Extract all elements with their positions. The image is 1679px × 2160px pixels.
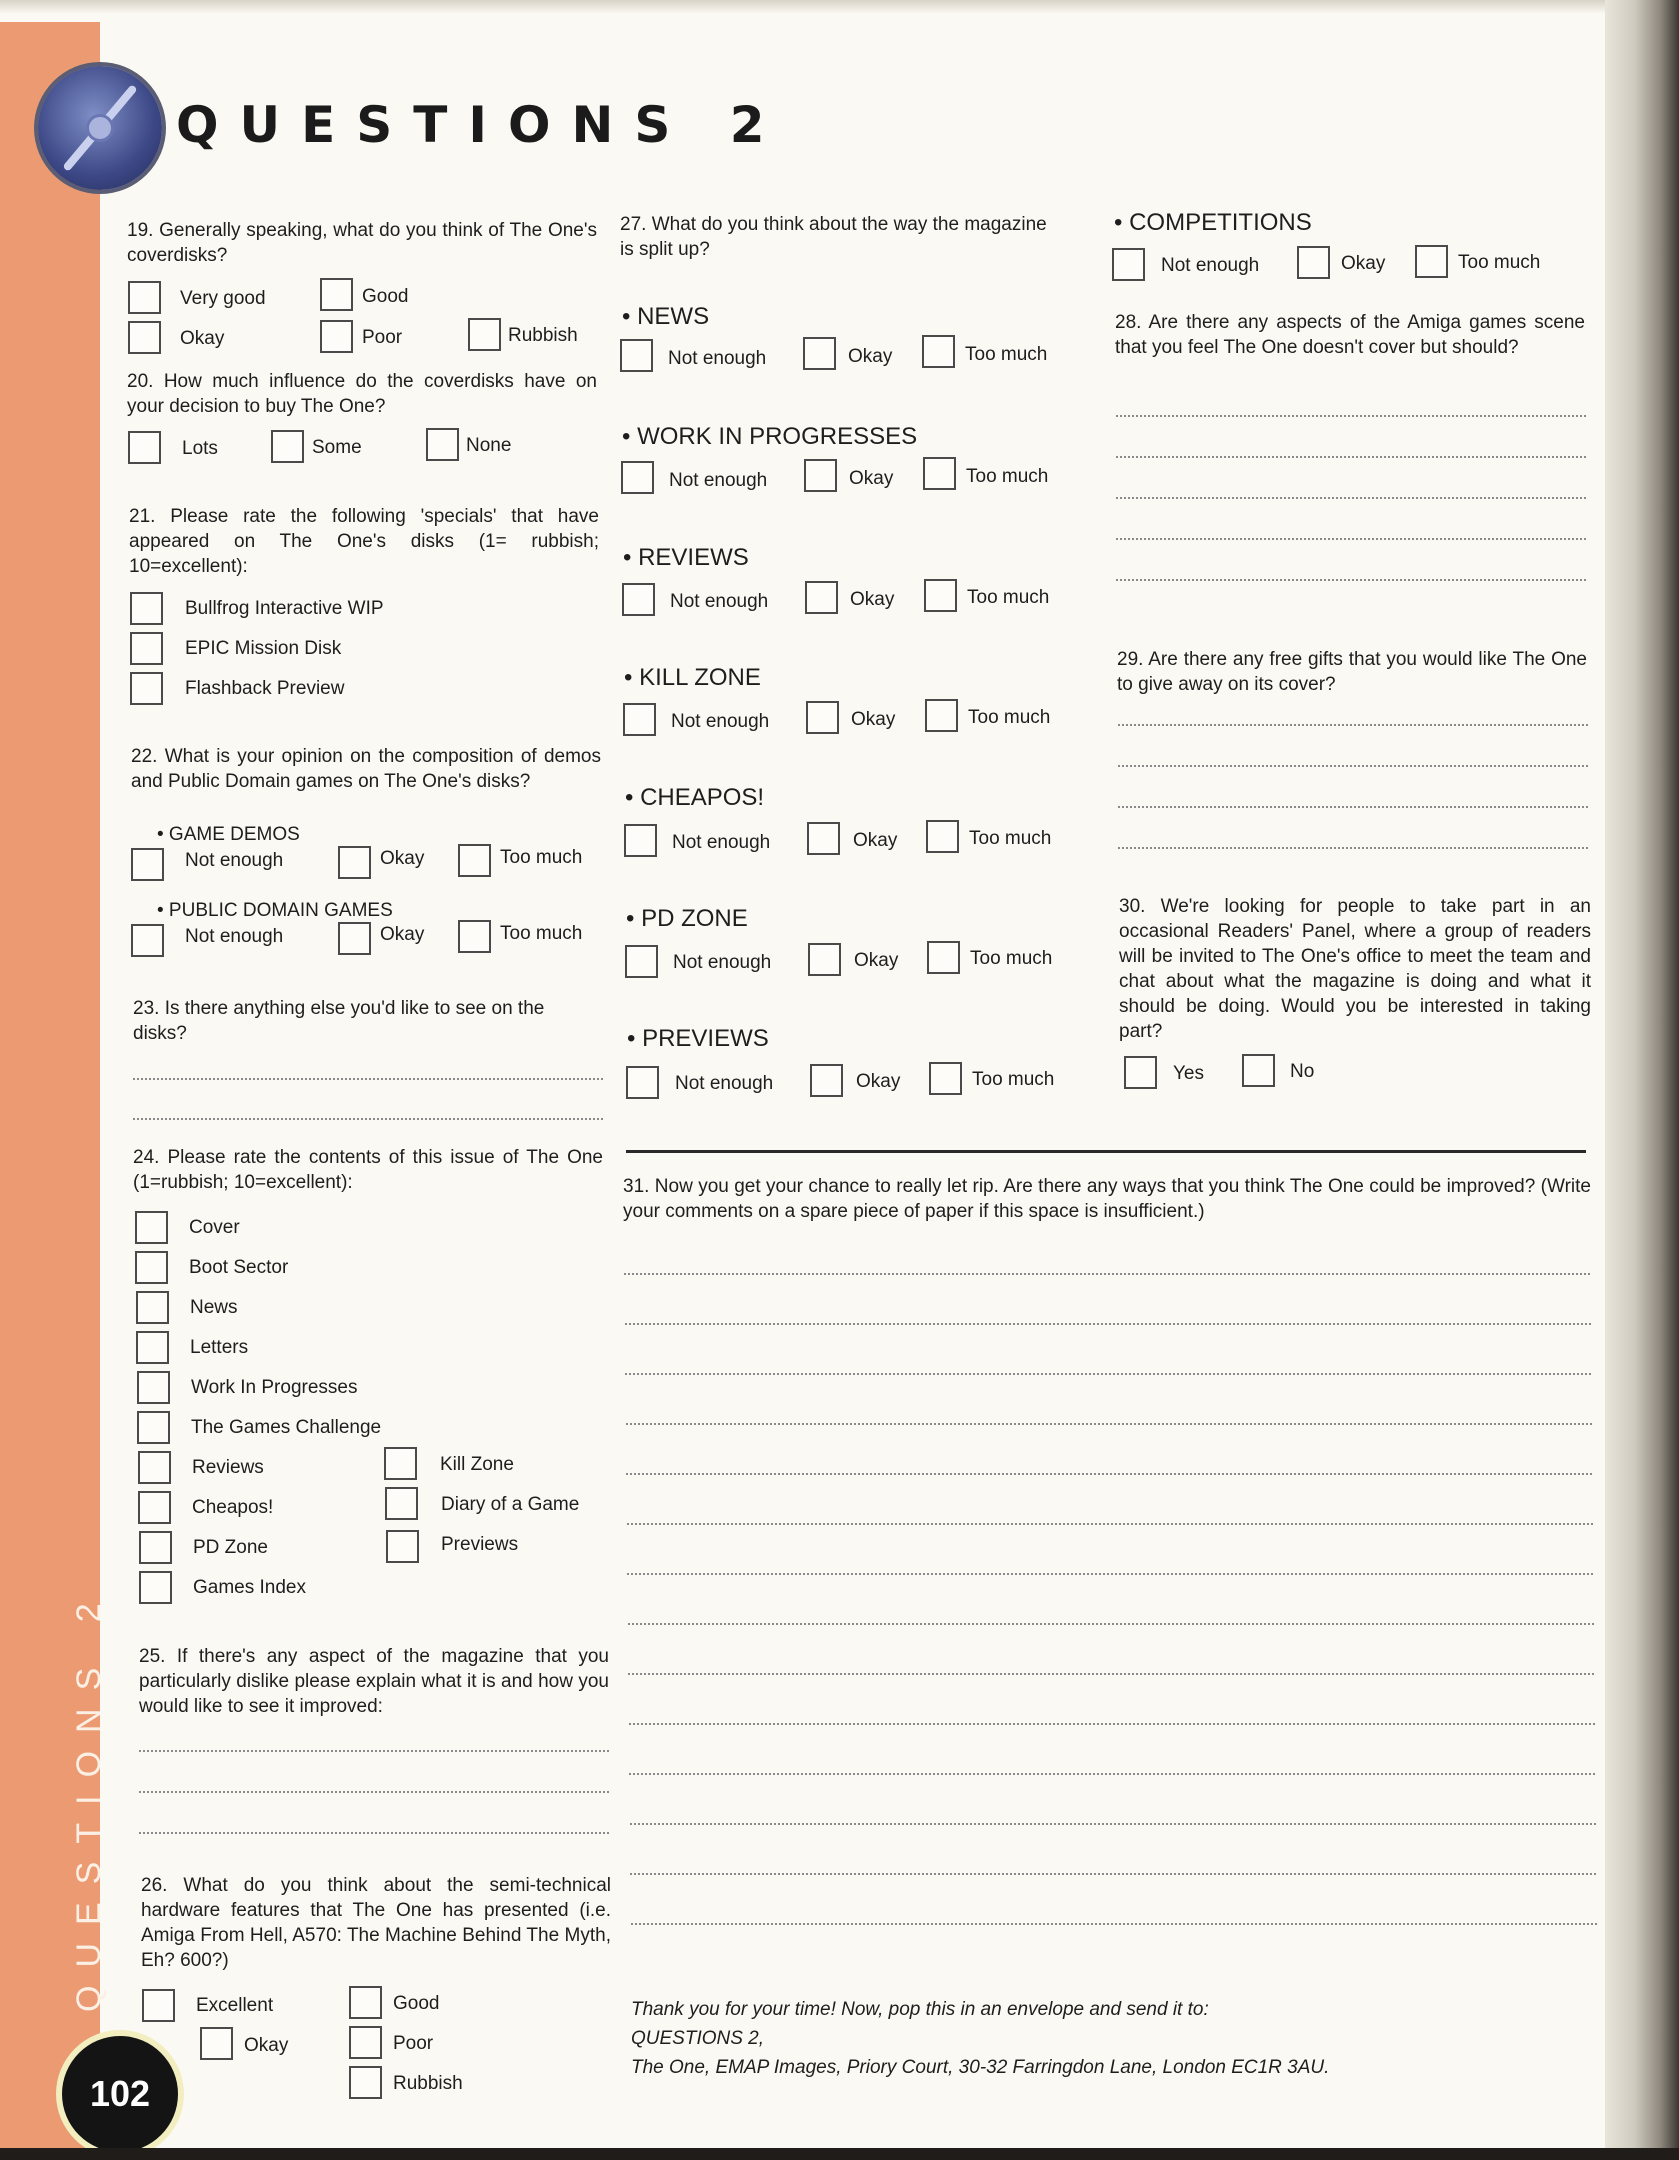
q19-label-rubbish: Rubbish: [508, 325, 578, 346]
q19-label-poor: Poor: [362, 327, 403, 348]
q23-question: 23. Is there anything else you'd like to see on the disks?: [133, 998, 545, 1044]
disk-logo-icon: [38, 66, 162, 190]
q29-answer-line-3[interactable]: [1118, 806, 1588, 808]
q21-rating-box-1[interactable]: [130, 592, 163, 625]
q19-checkbox-rubbish[interactable]: [468, 318, 501, 351]
q28-question: 28. Are there any aspects of the Amiga games scene that you feel The One doesn't cover but should?: [1115, 312, 1585, 358]
pdzone-checkbox-not-enough[interactable]: [625, 945, 658, 978]
q31-answer-line-4[interactable]: [626, 1423, 1592, 1425]
competitions-label-too-much: Too much: [1458, 252, 1541, 273]
q29-answer-line-1[interactable]: [1118, 724, 1588, 726]
wip-checkbox-too-much[interactable]: [923, 457, 956, 490]
pdzone-label-too-much: Too much: [970, 948, 1053, 969]
q24-box-games-index[interactable]: [139, 1571, 172, 1604]
q28-answer-line-5[interactable]: [1116, 579, 1586, 581]
q25-answer-line-2[interactable]: [139, 1791, 609, 1793]
q24-box-diary-of-a-game[interactable]: [385, 1487, 418, 1520]
q26-checkbox-rubbish[interactable]: [349, 2066, 382, 2099]
q27-section-news: • NEWS: [622, 303, 710, 330]
q22-question: 22. What is your opinion on the composition of demos and Public Domain games on The One's disks?: [131, 746, 601, 792]
news-checkbox-too-much[interactable]: [922, 335, 955, 368]
q20-label-none: None: [466, 435, 512, 456]
competitions-checkbox-okay[interactable]: [1297, 246, 1330, 279]
competitions-label-okay: Okay: [1341, 253, 1386, 274]
q31-answer-line-14[interactable]: [631, 1923, 1597, 1925]
q24-box-cheapos[interactable]: [138, 1491, 171, 1524]
q29-answer-line-2[interactable]: [1118, 765, 1588, 767]
q22-demos-checkbox-okay[interactable]: [338, 846, 371, 879]
pdzone-checkbox-okay[interactable]: [808, 943, 841, 976]
page-top-edge: [0, 0, 1605, 14]
q26-checkbox-poor[interactable]: [349, 2026, 382, 2059]
previews-checkbox-not-enough[interactable]: [626, 1066, 659, 1099]
q21-item-1: Bullfrog Interactive WIP: [185, 598, 384, 619]
reviews-checkbox-too-much[interactable]: [924, 579, 957, 612]
q31-answer-line-3[interactable]: [625, 1373, 1591, 1375]
q24-box-cover[interactable]: [135, 1211, 168, 1244]
q31-answer-line-5[interactable]: [626, 1473, 1592, 1475]
q24-label-news: News: [190, 1297, 238, 1318]
q28-answer-line-2[interactable]: [1116, 456, 1586, 458]
q31-answer-line-2[interactable]: [625, 1323, 1591, 1325]
wip-checkbox-okay[interactable]: [804, 459, 837, 492]
competitions-checkbox-too-much[interactable]: [1415, 245, 1448, 278]
sidebar-strip: [0, 22, 108, 2160]
q31-answer-line-1[interactable]: [624, 1273, 1590, 1275]
q24-label-games-index: Games Index: [193, 1577, 306, 1598]
q20-checkbox-none[interactable]: [426, 428, 459, 461]
reviews-label-not-enough: Not enough: [670, 591, 769, 612]
q24-label-previews: Previews: [441, 1534, 519, 1555]
q28-answer-line-1[interactable]: [1116, 415, 1586, 417]
q21-item-2: EPIC Mission Disk: [185, 638, 342, 659]
q19-checkbox-very-good[interactable]: [128, 281, 161, 314]
q27-section-wip: • WORK IN PROGRESSES: [622, 423, 918, 450]
q22-demos-label-too-much: Too much: [500, 847, 583, 868]
q27-section-kill-zone: • KILL ZONE: [624, 664, 761, 691]
reviews-label-too-much: Too much: [967, 587, 1050, 608]
q29-answer-line-4[interactable]: [1118, 847, 1588, 849]
cheapos-checkbox-okay[interactable]: [807, 822, 840, 855]
q27-section-reviews: • REVIEWS: [623, 544, 749, 571]
cheapos-checkbox-not-enough[interactable]: [624, 824, 657, 857]
q22-pd-checkbox-not-enough[interactable]: [131, 924, 164, 957]
q31-question: 31. Now you get your chance to really let rip. Are there any ways that you think The One could be improved? (Write your comments on a spare piece of paper if this space is insufficient.): [623, 1176, 1591, 1222]
killzone-label-too-much: Too much: [968, 707, 1051, 728]
q24-box-news[interactable]: [136, 1291, 169, 1324]
q19-checkbox-good[interactable]: [320, 278, 353, 311]
q26-label-rubbish: Rubbish: [393, 2073, 463, 2094]
q20-checkbox-some[interactable]: [271, 430, 304, 463]
footer-address-line-2: The One, EMAP Images, Priory Court, 30-32 Farringdon Lane, London EC1R 3AU.: [631, 2057, 1330, 2078]
q31-answer-line-12[interactable]: [630, 1823, 1596, 1825]
sidebar-label: QUESTIONS 2: [70, 1585, 108, 2012]
q23-answer-line-1[interactable]: [133, 1078, 603, 1080]
news-label-okay: Okay: [848, 346, 893, 367]
page-title: QUESTIONS 2: [176, 96, 786, 154]
q24-label-cover: Cover: [189, 1217, 240, 1238]
q22-pd-label-okay: Okay: [380, 924, 425, 945]
q31-answer-line-11[interactable]: [629, 1773, 1595, 1775]
pdzone-label-not-enough: Not enough: [673, 952, 772, 973]
q19-label-good: Good: [362, 286, 409, 307]
competitions-checkbox-not-enough[interactable]: [1112, 248, 1145, 281]
q29-question: 29. Are there any free gifts that you would like The One to give away on its cover?: [1117, 649, 1587, 695]
q28-answer-line-3[interactable]: [1116, 497, 1586, 499]
q27-section-previews: • PREVIEWS: [627, 1025, 769, 1052]
q22-demos-label-not-enough: Not enough: [185, 850, 284, 871]
killzone-checkbox-okay[interactable]: [806, 701, 839, 734]
q26-label-okay: Okay: [244, 2035, 289, 2056]
q24-box-pd-zone[interactable]: [139, 1531, 172, 1564]
q25-answer-line-3[interactable]: [139, 1832, 609, 1834]
q22-pd-label-too-much: Too much: [500, 923, 583, 944]
q21-question: 21. Please rate the following 'specials' that have appeared on The One's disks (1= rubbish; 10=excellent):: [129, 506, 599, 577]
q22-pd-checkbox-too-much[interactable]: [458, 920, 491, 953]
previews-label-okay: Okay: [856, 1071, 901, 1092]
q22-demos-label-okay: Okay: [380, 848, 425, 869]
q20-question: 20. How much influence do the coverdisks have on your decision to buy The One?: [127, 371, 597, 417]
q27-section-cheapos: • CHEAPOS!: [625, 784, 765, 811]
page-bottom-edge: [0, 2148, 1679, 2160]
wip-label-okay: Okay: [849, 468, 894, 489]
q26-checkbox-excellent[interactable]: [142, 1989, 175, 2022]
q22-pd-checkbox-okay[interactable]: [338, 922, 371, 955]
footer-thanks: Thank you for your time! Now, pop this in an envelope and send it to:: [631, 1999, 1209, 2020]
previews-label-too-much: Too much: [972, 1069, 1055, 1090]
q20-label-lots: Lots: [182, 438, 218, 459]
wip-label-not-enough: Not enough: [669, 470, 768, 491]
q24-label-diary-of-a-game: Diary of a Game: [441, 1494, 580, 1515]
killzone-label-okay: Okay: [851, 709, 896, 730]
q26-label-good: Good: [393, 1993, 440, 2014]
q26-checkbox-good[interactable]: [349, 1986, 382, 2019]
q24-label-pd-zone: PD Zone: [193, 1537, 268, 1558]
q25-question: 25. If there's any aspect of the magazine that you particularly dislike please explain what it is and how you would like to see it improved:: [139, 1646, 609, 1717]
previews-checkbox-too-much[interactable]: [929, 1062, 962, 1095]
reviews-checkbox-not-enough[interactable]: [622, 583, 655, 616]
cheapos-label-okay: Okay: [853, 830, 898, 851]
q31-answer-line-8[interactable]: [628, 1623, 1594, 1625]
q27-question: 27. What do you think about the way the magazine is split up?: [620, 214, 1047, 260]
q19-question: 19. Generally speaking, what do you think of The One's coverdisks?: [127, 220, 597, 266]
q25-answer-line-1[interactable]: [139, 1750, 609, 1752]
q22-demos-checkbox-not-enough[interactable]: [131, 848, 164, 881]
q21-rating-box-3[interactable]: [130, 672, 163, 705]
previews-checkbox-okay[interactable]: [810, 1064, 843, 1097]
killzone-checkbox-not-enough[interactable]: [623, 703, 656, 736]
q24-box-letters[interactable]: [136, 1331, 169, 1364]
q31-answer-line-9[interactable]: [628, 1673, 1594, 1675]
q24-label-cheapos: Cheapos!: [192, 1497, 274, 1518]
q22-sub-game-demos: • GAME DEMOS: [157, 824, 300, 845]
q21-item-3: Flashback Preview: [185, 678, 345, 699]
q19-label-okay: Okay: [180, 328, 225, 349]
q22-demos-checkbox-too-much[interactable]: [458, 844, 491, 877]
q24-box-kill-zone[interactable]: [384, 1447, 417, 1480]
q24-box-games-challenge[interactable]: [137, 1411, 170, 1444]
q23-answer-line-2[interactable]: [133, 1118, 603, 1120]
section-divider: [626, 1150, 1586, 1153]
killzone-checkbox-too-much[interactable]: [925, 699, 958, 732]
q28-answer-line-4[interactable]: [1116, 538, 1586, 540]
page-number: 102: [62, 2036, 178, 2152]
q30-question: 30. We're looking for people to take part in an occasional Readers' Panel, where a group of readers will be invited to The One's office to meet the team and chat about what the magazine is doing and what it should be doing. Would you be interested in taking part?: [1119, 896, 1591, 1042]
footer-address-line-1: QUESTIONS 2,: [631, 2028, 765, 2049]
q31-answer-line-13[interactable]: [630, 1873, 1596, 1875]
reviews-checkbox-okay[interactable]: [805, 581, 838, 614]
q26-question: 26. What do you think about the semi-technical hardware features that The One has presented (i.e. Amiga From Hell, A570: The Machine Behind The Myth, Eh? 600?): [141, 1875, 611, 1971]
cheapos-checkbox-too-much[interactable]: [926, 820, 959, 853]
q24-label-letters: Letters: [190, 1337, 249, 1358]
q21-rating-box-2[interactable]: [130, 632, 163, 665]
q27-section-pd-zone: • PD ZONE: [626, 905, 748, 932]
wip-checkbox-not-enough[interactable]: [621, 461, 654, 494]
pdzone-label-okay: Okay: [854, 950, 899, 971]
q24-box-work-in-progresses[interactable]: [137, 1371, 170, 1404]
killzone-label-not-enough: Not enough: [671, 711, 770, 732]
q19-label-very-good: Very good: [180, 288, 266, 309]
q26-label-excellent: Excellent: [196, 1995, 274, 2016]
q31-answer-line-7[interactable]: [627, 1573, 1593, 1575]
pdzone-checkbox-too-much[interactable]: [927, 941, 960, 974]
q26-label-poor: Poor: [393, 2033, 434, 2054]
cheapos-label-too-much: Too much: [969, 828, 1052, 849]
q24-label-work-in-progresses: Work In Progresses: [191, 1377, 358, 1398]
q19-checkbox-okay[interactable]: [128, 321, 161, 354]
q30-label-no: No: [1290, 1061, 1315, 1082]
q30-label-yes: Yes: [1173, 1063, 1204, 1084]
q24-box-previews[interactable]: [386, 1530, 419, 1563]
page-spine: [1605, 0, 1679, 2160]
reviews-label-okay: Okay: [850, 589, 895, 610]
previews-label-not-enough: Not enough: [675, 1073, 774, 1094]
q20-checkbox-lots[interactable]: [128, 431, 161, 464]
q24-label-kill-zone: Kill Zone: [440, 1454, 514, 1475]
q24-box-reviews[interactable]: [138, 1451, 171, 1484]
q24-label-reviews: Reviews: [192, 1457, 264, 1478]
q24-label-games-challenge: The Games Challenge: [191, 1417, 382, 1438]
news-label-not-enough: Not enough: [668, 348, 767, 369]
q24-label-boot-sector: Boot Sector: [189, 1257, 289, 1278]
news-label-too-much: Too much: [965, 344, 1048, 365]
q30-checkbox-yes[interactable]: [1124, 1056, 1157, 1089]
q24-box-boot-sector[interactable]: [135, 1251, 168, 1284]
cheapos-label-not-enough: Not enough: [672, 832, 771, 853]
q20-label-some: Some: [312, 437, 362, 458]
section-competitions: • COMPETITIONS: [1114, 209, 1312, 236]
q19-checkbox-poor[interactable]: [320, 320, 353, 353]
wip-label-too-much: Too much: [966, 466, 1049, 487]
q31-answer-line-10[interactable]: [629, 1723, 1595, 1725]
q26-checkbox-okay[interactable]: [200, 2027, 233, 2060]
q30-checkbox-no[interactable]: [1242, 1054, 1275, 1087]
news-checkbox-okay[interactable]: [803, 337, 836, 370]
q24-question: 24. Please rate the contents of this issue of The One (1=rubbish; 10=excellent):: [133, 1147, 603, 1193]
q31-answer-line-6[interactable]: [627, 1523, 1593, 1525]
competitions-label-not-enough: Not enough: [1161, 255, 1260, 276]
q22-sub-public-domain: • PUBLIC DOMAIN GAMES: [157, 900, 393, 921]
q22-pd-label-not-enough: Not enough: [185, 926, 284, 947]
news-checkbox-not-enough[interactable]: [620, 339, 653, 372]
